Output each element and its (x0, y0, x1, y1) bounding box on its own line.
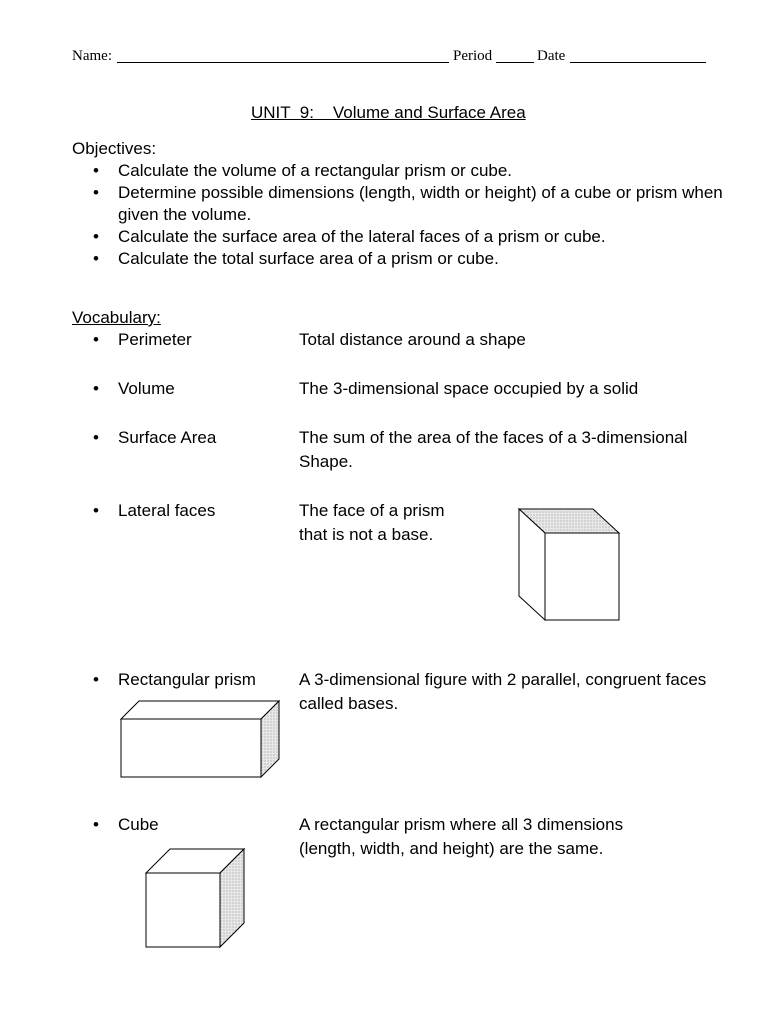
name-blank-line[interactable] (117, 62, 449, 63)
vocab-definition-rectangular-prism: A 3-dimensional figure with 2 parallel, congruent faces called bases. (299, 670, 707, 713)
bullet-icon: • (93, 670, 99, 689)
objectives-heading: Objectives: (72, 139, 157, 158)
bullet-icon: • (93, 379, 99, 398)
period-blank-line[interactable] (496, 62, 534, 63)
page-title: UNIT 9: Volume and Surface Area (251, 103, 526, 122)
date-label: Date (537, 48, 566, 64)
vocab-term-lateral-faces: Lateral faces (118, 501, 216, 520)
bullet-icon: • (93, 428, 99, 447)
vocabulary-heading: Vocabulary: (72, 308, 161, 327)
front-face (146, 873, 220, 947)
vocab-term-cube: Cube (118, 815, 159, 834)
objective-item: • Calculate the total surface area of a prism or cube. (78, 248, 738, 270)
vocab-term-perimeter: Perimeter (118, 330, 192, 349)
objective-item: • Determine possible dimensions (length, width or height) of a cube or prism when given the volume. (78, 182, 738, 226)
vocab-definition-lateral-faces: The face of a prism that is not a base. (299, 501, 445, 544)
period-label: Period (453, 48, 493, 64)
vocab-term-surface-area: Surface Area (118, 428, 217, 447)
name-label: Name: (72, 48, 112, 64)
date-blank-line[interactable] (570, 62, 706, 63)
vocab-term-volume: Volume (118, 379, 175, 398)
top-face (121, 701, 279, 719)
objective-item: • Calculate the surface area of the lateral faces of a prism or cube. (78, 226, 738, 248)
vocab-definition-surface-area: The sum of the area of the faces of a 3-dimensional Shape. (299, 428, 688, 471)
vocab-definition-perimeter: Total distance around a shape (299, 330, 526, 349)
cube-figure (142, 845, 252, 950)
bullet-icon: • (93, 501, 99, 520)
bullet-icon: • (93, 330, 99, 349)
objectives-list (78, 160, 738, 270)
front-face (545, 533, 619, 620)
vocab-term-rectangular-prism: Rectangular prism (118, 670, 256, 689)
objective-item: • Calculate the volume of a rectangular prism or cube. (78, 160, 738, 182)
front-face (121, 719, 261, 777)
bullet-icon: • (93, 815, 99, 834)
vocab-definition-cube: A rectangular prism where all 3 dimensions (length, width, and height) are the same. (299, 815, 624, 858)
lateral-faces-cube-figure (515, 505, 625, 625)
vocab-definition-volume: The 3-dimensional space occupied by a solid (299, 379, 639, 398)
rectangular-prism-figure (117, 697, 287, 781)
